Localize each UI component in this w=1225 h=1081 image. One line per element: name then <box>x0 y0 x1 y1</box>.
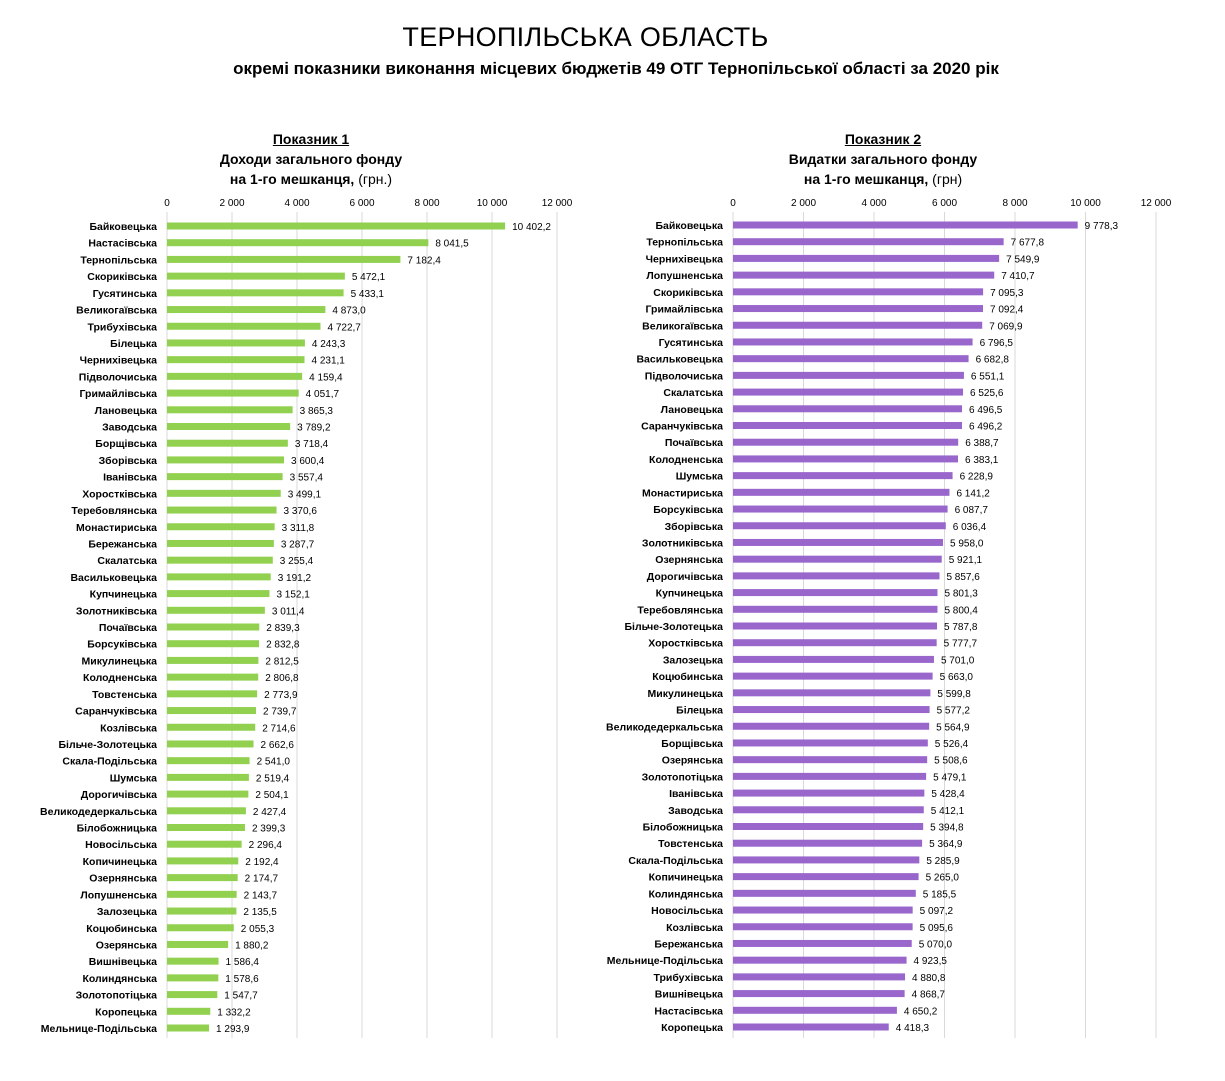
chart1-category-label: Настасівська <box>88 237 157 250</box>
chart2-value-label: 5 526,4 <box>934 738 969 750</box>
chart1-value-label: 3 557,4 <box>289 472 323 484</box>
chart1-per-capita: на 1-го мешканця, <box>229 171 355 187</box>
chart2-bar <box>733 455 958 462</box>
chart1-value-label: 2 806,8 <box>265 673 299 685</box>
chart1-category-label: Золотопотіцька <box>75 989 157 1002</box>
chart2-category-label: Новосільська <box>651 905 723 918</box>
page-subtitle: окремі показники виконання місцевих бюджетів 49 ОТГ Тернопільської області за 2020 рік <box>233 59 999 78</box>
chart2-category-label: Лановецька <box>660 403 723 416</box>
chart1-category-label: Дорогичівська <box>80 789 157 802</box>
chart2-value-label: 7 095,3 <box>990 287 1024 299</box>
chart2-category-label: Васильковецька <box>636 353 723 366</box>
chart2-category-label: Купчинецька <box>655 587 723 600</box>
chart2-value-label: 5 958,0 <box>950 538 984 550</box>
chart2-bar <box>733 773 926 780</box>
chart2-value-label: 5 577,2 <box>936 705 970 717</box>
chart2-tick-label: 10 000 <box>1070 198 1101 209</box>
chart2-tick-label: 2 000 <box>790 198 817 209</box>
chart2-tick-label: 12 000 <box>1140 198 1172 209</box>
chart2-category-label: Лопушненська <box>646 270 723 283</box>
chart2-value-label: 5 097,2 <box>919 906 954 918</box>
chart1-category-label: Почаївська <box>98 622 157 634</box>
chart2-category-label: Борсуківська <box>653 504 723 517</box>
chart2-value-label: 7 069,9 <box>989 321 1023 333</box>
chart1-category-label: Коцюбинська <box>86 922 157 935</box>
chart2-value-label: 7 549,9 <box>1006 254 1040 266</box>
chart1-tick-label: 10 000 <box>476 198 508 209</box>
chart1-category-label: Чернихівецька <box>79 354 157 367</box>
chart1-value-label: 2 832,8 <box>266 639 300 651</box>
chart2-category-label: Товстенська <box>658 838 723 851</box>
chart2-bar <box>733 589 937 596</box>
chart2-category-label: Скалатська <box>663 387 723 400</box>
chart2-category-label: Бережанська <box>654 938 723 951</box>
chart1-category-label: Новосільська <box>85 839 157 852</box>
chart2-category-label: Почаївська <box>664 437 723 450</box>
chart1-value-label: 1 578,6 <box>225 973 259 985</box>
chart2-value-label: 7 677,8 <box>1010 237 1045 249</box>
chart2-bar <box>733 539 943 546</box>
chart2-bar <box>733 305 983 312</box>
chart1-category-label: Зборівська <box>98 454 157 467</box>
chart2-tick-label: 0 <box>730 198 736 209</box>
chart2-value-label: 6 496,2 <box>968 421 1003 433</box>
chart2-value-label: 4 923,5 <box>913 956 947 968</box>
chart2-bar <box>733 790 924 797</box>
chart1-value-label: 2 055,3 <box>240 923 275 935</box>
chart2-tick-label: 4 000 <box>861 198 887 209</box>
chart2-bar <box>733 907 913 914</box>
chart2-value-label: 5 663,0 <box>939 672 973 684</box>
chart1-value-label: 2 773,9 <box>264 689 298 701</box>
chart2-category-label: Білобожницька <box>642 821 723 834</box>
chart1-value-label: 3 191,2 <box>277 572 312 584</box>
chart2-value-label: 5 394,8 <box>930 822 964 834</box>
chart2-value-label: 4 880,8 <box>912 972 946 984</box>
chart2-category-label: Більче-Золотецька <box>624 621 723 633</box>
chart1-category-label: Купчинецька <box>89 588 157 601</box>
chart1-value-label: 5 472,1 <box>351 272 386 284</box>
chart1-value-label: 3 370,6 <box>283 506 317 518</box>
chart2-bar <box>733 673 933 680</box>
chart2-value-label: 6 228,9 <box>959 471 993 483</box>
chart1-value-label: 2 143,7 <box>243 890 278 902</box>
chart1-value-label: 3 311,8 <box>281 522 315 534</box>
chart1-value-label: 2 839,3 <box>266 623 300 634</box>
chart2-value-label: 5 364,9 <box>929 839 963 851</box>
chart1-value-label: 2 541,0 <box>256 756 290 768</box>
chart2-value-label: 5 428,4 <box>931 789 965 801</box>
chart1-value-label: 4 231,1 <box>311 355 345 367</box>
chart2-bar <box>733 472 953 479</box>
chart2-category-label: Теребовлянська <box>637 604 723 617</box>
chart1-category-label: Лопушненська <box>80 889 157 902</box>
chart2-bar <box>733 840 922 847</box>
chart2-category-label: Чернихівецька <box>645 253 723 266</box>
chart2-bar <box>733 272 994 279</box>
chart2-bar <box>733 606 937 613</box>
chart2-value-label: 6 525,6 <box>970 388 1004 400</box>
chart2-category-label: Залозецька <box>662 654 723 667</box>
chart1-value-label: 2 135,5 <box>243 907 277 919</box>
chart2-bar <box>733 1007 897 1014</box>
chart2-bar <box>733 238 1004 245</box>
chart1-category-label: Мельнице-Подільська <box>40 1023 157 1035</box>
chart1-tick-label: 8 000 <box>414 198 440 209</box>
chart2-bar <box>733 990 905 997</box>
chart2-value-label: 5 701,0 <box>940 655 975 667</box>
chart2-value-label: 5 921,1 <box>948 555 983 567</box>
chart1-category-label: Озернянська <box>89 872 157 885</box>
chart1-value-label: 3 152,1 <box>276 589 310 601</box>
chart1-value-label: 4 873,0 <box>332 305 366 317</box>
chart2-bar <box>733 890 916 897</box>
chart2-unit: (грн) <box>928 171 963 187</box>
chart1-category-label: Гусятинська <box>92 287 157 300</box>
chart2-category-label: Монастириська <box>641 487 723 500</box>
chart2-category-label: Заводська <box>668 804 723 817</box>
chart1-value-label: 2 399,3 <box>251 823 286 835</box>
chart2-tick-label: 8 000 <box>1002 198 1028 209</box>
chart1-tick-label: 0 <box>164 198 170 209</box>
chart1-value-label: 1 293,9 <box>216 1024 250 1035</box>
chart2-category-label: Борщівська <box>661 737 723 750</box>
chart1-value-label: 3 600,4 <box>291 455 325 467</box>
chart2-value-label: 6 036,4 <box>952 521 987 533</box>
chart2-bar <box>733 689 930 696</box>
chart2-bar <box>733 255 999 262</box>
chart1-value-label: 3 255,4 <box>279 556 314 568</box>
chart1-value-label: 2 296,4 <box>248 840 283 852</box>
chart2-bar <box>733 723 929 730</box>
chart1-category-label: Хоростківська <box>82 488 157 501</box>
chart2-category-label: Білецька <box>676 704 723 717</box>
chart2-value-label: 5 070,0 <box>918 939 953 951</box>
chart2-category-label: Хоростківська <box>648 637 723 650</box>
chart2-value-label: 5 564,9 <box>936 722 970 734</box>
chart2-category-label: Копичинецька <box>648 871 723 884</box>
chart2-value-label: 5 185,5 <box>922 889 957 901</box>
chart2-category-label: Гусятинська <box>658 336 723 349</box>
chart2-value-label: 6 141,2 <box>956 488 990 500</box>
chart2-bar <box>733 489 949 496</box>
chart1-value-label: 10 402,2 <box>512 222 552 233</box>
chart2-category-label: Скориківська <box>653 286 723 299</box>
chart2-category-label: Байковецька <box>655 220 723 232</box>
chart2-value-label: 5 265,0 <box>925 872 959 884</box>
chart2-value-label: 4 650,2 <box>903 1006 938 1018</box>
chart1-value-label: 4 159,4 <box>309 372 343 384</box>
chart2-per-capita: на 1-го мешканця, <box>803 171 929 187</box>
chart2-category-label: Трибухівська <box>653 971 723 984</box>
chart1-category-label: Скалатська <box>97 555 157 568</box>
chart2-category-label: Золотопотіцька <box>641 771 723 784</box>
chart1-category-label: Борсуківська <box>87 638 157 651</box>
chart1-value-label: 2 714,6 <box>262 723 296 735</box>
chart1-value-label: 1 880,2 <box>235 940 269 952</box>
chart2-tick-label: 6 000 <box>931 198 958 209</box>
chart2-value-label: 7 092,4 <box>990 304 1024 316</box>
chart2-category-label: Підволочиська <box>644 370 723 383</box>
chart2-bar <box>733 522 946 529</box>
chart2-value-label: 5 412,1 <box>930 805 965 817</box>
chart1-value-label: 2 662,6 <box>260 739 294 751</box>
chart2-category-label: Саранчуківська <box>641 420 723 433</box>
chart2-category-label: Озернянська <box>655 554 723 567</box>
chart1-value-label: 8 041,5 <box>435 238 469 250</box>
chart2-category-label: Великогаївська <box>642 320 723 333</box>
chart2-category-label: Золотниківська <box>641 537 723 550</box>
chart2-bar <box>733 422 962 429</box>
chart1-category-label: Колиндянська <box>82 972 157 985</box>
chart1-category-label: Трибухівська <box>87 321 157 334</box>
chart2-category-label: Тернопільська <box>646 236 723 249</box>
chart2-bar <box>733 873 919 880</box>
chart1-tick-label: 2 000 <box>219 198 245 209</box>
chart2-value-label: 5 479,1 <box>933 772 967 784</box>
chart2-value-label: 6 087,7 <box>954 505 988 517</box>
chart1-category-label: Заводська <box>102 421 157 434</box>
chart1-category-label: Монастириська <box>75 521 157 534</box>
chart2-bar <box>733 372 964 379</box>
chart2-bar <box>733 957 907 964</box>
chart1-category-label: Шумська <box>109 772 157 785</box>
chart1-category-label: Білецька <box>110 337 157 350</box>
chart2-value-label: 5 787,8 <box>944 622 978 633</box>
chart2-category-label: Гримайлівська <box>645 303 723 316</box>
chart2-bar <box>733 322 982 329</box>
chart2-bar <box>733 405 962 412</box>
chart1-value-label: 3 865,3 <box>299 405 333 417</box>
chart1-category-label: Саранчуківська <box>75 705 157 718</box>
chart2-category-label: Микулинецька <box>647 687 723 700</box>
chart2-value-label: 6 383,1 <box>965 454 999 466</box>
chart1-value-label: 1 547,7 <box>224 990 258 1002</box>
chart1-category-label: Борщівська <box>95 438 157 451</box>
chart1-value-label: 2 504,1 <box>255 790 289 802</box>
chart2-bar <box>733 338 973 345</box>
chart2-bar <box>733 706 930 713</box>
chart1-value-label: 3 718,4 <box>294 439 329 451</box>
chart2-indicator-label: Показник 2 <box>844 131 922 147</box>
chart1-category-label: Скала-Подільська <box>62 755 157 768</box>
chart2-bar <box>733 439 958 446</box>
chart2-value-label: 5 857,6 <box>946 571 980 583</box>
chart1-category-label: Байковецька <box>89 221 157 233</box>
chart1-category-label: Колодненська <box>83 672 157 685</box>
chart1-category-label: Золотниківська <box>75 605 157 618</box>
chart2-bar <box>733 973 905 980</box>
chart2-value-label: 6 551,1 <box>970 371 1005 383</box>
chart2-bar <box>733 756 927 763</box>
chart1-value-label: 1 586,4 <box>225 957 259 969</box>
chart2-bar <box>733 739 928 746</box>
chart2-bar <box>733 389 963 396</box>
chart1-category-label: Коропецька <box>95 1006 157 1019</box>
chart1-category-label: Підволочиська <box>78 371 157 384</box>
chart1-category-label: Більче-Золотецька <box>58 738 157 751</box>
chart1-value-label: 5 433,1 <box>350 288 384 300</box>
chart2-bar <box>733 506 948 513</box>
chart2-value-label: 5 599,8 <box>937 688 971 700</box>
chart2-indicator-name: Видатки загального фонду <box>788 151 978 167</box>
chart1-category-label: Великодедеркальська <box>40 805 157 818</box>
chart1-value-label: 4 051,7 <box>305 389 340 401</box>
chart1-category-label: Тернопільська <box>80 254 157 267</box>
chart2-category-label: Коцюбинська <box>652 671 723 684</box>
chart1-category-label: Вишнівецька <box>88 956 157 969</box>
chart1-value-label: 2 427,4 <box>252 806 287 818</box>
chart1-category-label: Великогаївська <box>76 304 157 317</box>
chart2-category-label: Вишнівецька <box>654 988 723 1001</box>
chart1-value-label: 2 519,4 <box>255 773 290 785</box>
chart2-category-label: Скала-Подільська <box>628 854 723 867</box>
chart1-value-label: 3 011,4 <box>271 606 305 618</box>
page-title: ТЕРНОПІЛЬСЬКА ОБЛАСТЬ <box>402 22 769 52</box>
chart2-category-label: Зборівська <box>664 520 723 533</box>
chart2-value-label: 4 418,3 <box>895 1023 930 1034</box>
chart2-category-label: Настасівська <box>654 1005 723 1018</box>
chart1-category-label: Лановецька <box>94 404 157 417</box>
chart2-bar <box>733 856 919 863</box>
chart2-value-label: 5 801,3 <box>944 588 978 600</box>
chart2-category-label: Мельнице-Подільська <box>606 955 723 968</box>
chart1-category-label: Озерянська <box>95 939 157 952</box>
chart2-category-label: Колодненська <box>649 453 723 466</box>
chart2-value-label: 7 410,7 <box>1001 271 1035 283</box>
chart2-value-label: 5 285,9 <box>926 855 960 867</box>
chart2-value-label: 6 796,5 <box>979 337 1013 349</box>
chart1-category-label: Скориківська <box>87 271 157 284</box>
chart2-value-label: 6 496,5 <box>969 404 1003 416</box>
chart1-category-label: Іванівська <box>103 471 157 484</box>
chart1-value-label: 4 243,3 <box>311 338 346 350</box>
chart2-value-label: 5 777,7 <box>943 638 978 650</box>
chart2-bar <box>733 940 912 947</box>
chart1-category-label: Залозецька <box>96 906 157 919</box>
chart1-value-label: 2 812,5 <box>265 656 299 668</box>
chart2-bar <box>733 656 934 663</box>
chart2-bar <box>733 556 942 563</box>
chart2-value-label: 5 095,6 <box>919 922 953 934</box>
chart2-value-label: 9 778,3 <box>1084 221 1119 232</box>
chart2-bar <box>733 1024 889 1031</box>
chart1-category-label: Копичинецька <box>82 855 157 868</box>
chart1-value-label: 3 499,1 <box>287 489 322 501</box>
chart1-tick-label: 4 000 <box>284 198 310 209</box>
chart1-indicator-label: Показник 1 <box>272 131 350 147</box>
chart2-bar <box>733 639 937 646</box>
chart1-tick-label: 6 000 <box>349 198 375 209</box>
chart1-category-label: Бережанська <box>88 538 157 551</box>
chart2-category-label: Великодедеркальська <box>606 721 723 734</box>
chart1-value-label: 2 739,7 <box>263 706 297 718</box>
chart2-value-label: 4 868,7 <box>911 989 945 1001</box>
chart1-value-label: 3 789,2 <box>297 422 331 434</box>
chart1-value-label: 2 174,7 <box>244 873 279 885</box>
chart1-unit: (грн.) <box>354 171 393 187</box>
chart2-category-label: Коропецька <box>661 1022 723 1034</box>
chart1-value-label: 7 182,4 <box>407 255 441 267</box>
chart2-bar <box>733 288 983 295</box>
chart1-category-label: Гримайлівська <box>79 388 157 401</box>
chart2-category-label: Колиндянська <box>648 888 723 901</box>
chart2-bar <box>733 623 937 630</box>
chart2-value-label: 6 388,7 <box>965 438 999 450</box>
chart2-bar <box>733 823 923 830</box>
chart2-category-label: Козлівська <box>666 921 723 934</box>
chart1-value-label: 4 722,7 <box>327 322 361 334</box>
chart2-value-label: 6 682,8 <box>975 354 1009 366</box>
chart2-bar <box>733 806 924 813</box>
chart2-bar <box>733 222 1078 229</box>
chart1-category-label: Білобожницька <box>76 822 157 835</box>
chart2-category-label: Іванівська <box>669 788 723 801</box>
chart1-value-label: 1 332,2 <box>217 1007 251 1019</box>
chart2-category-label: Дорогичівська <box>646 570 723 583</box>
chart1-category-label: Васильковецька <box>70 571 157 584</box>
chart2-bar <box>733 572 939 579</box>
chart2-category-label: Шумська <box>675 470 723 483</box>
chart1-indicator-name: Доходи загального фонду <box>219 151 403 167</box>
chart1-category-label: Товстенська <box>92 688 157 701</box>
chart1-category-label: Микулинецька <box>81 655 157 668</box>
chart1-value-label: 3 287,7 <box>280 539 315 551</box>
chart1-category-label: Теребовлянська <box>71 505 157 518</box>
chart2-category-label: Озерянська <box>661 754 723 767</box>
chart1-category-label: Козлівська <box>100 722 157 735</box>
chart2-value-label: 5 508,6 <box>934 755 968 767</box>
chart2-bar <box>733 355 969 362</box>
chart2-value-label: 5 800,4 <box>944 605 978 617</box>
chart1-value-label: 2 192,4 <box>245 856 279 868</box>
chart2-bar <box>733 923 913 930</box>
chart1-tick-label: 12 000 <box>541 198 573 209</box>
